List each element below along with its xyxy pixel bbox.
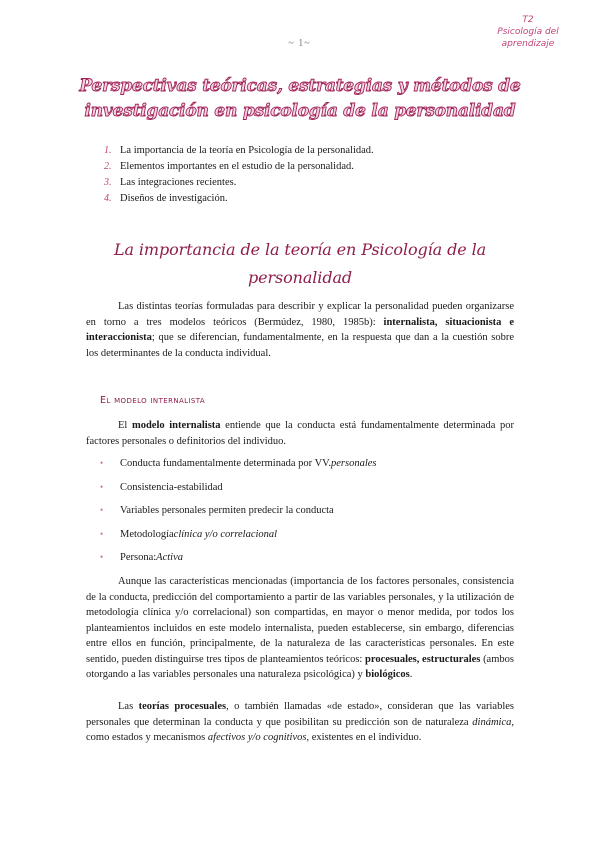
toc-text: Las integraciones recientes. xyxy=(120,177,237,188)
list-item: • Metodología clínica y/o correlacional xyxy=(100,528,278,540)
list-item: • Consistencia-estabilidad xyxy=(100,481,223,493)
models-emphasis: internalista, situacionista e interaccionista xyxy=(86,316,515,343)
theory-types-emphasis: procesuales, estructurales xyxy=(365,653,481,665)
internalist-paragraph: El modelo internalista entiende que la conducta está fundamentalmente determinada por factores personales o definitorios del individuo. xyxy=(86,420,514,447)
section-title-line-1: La importancia de la teoría en Psicología de la xyxy=(113,240,487,259)
bullet-icon: • xyxy=(100,481,104,492)
internalist-term: modelo internalista xyxy=(131,420,221,431)
bullet-icon: • xyxy=(100,458,104,468)
toc-text: La importancia de la teoría en Psicología de la personalidad. xyxy=(120,145,374,156)
toc-number: 3. xyxy=(104,177,112,188)
subject-tag-line-1: Psicología del xyxy=(497,27,559,37)
characteristics-list xyxy=(100,458,377,576)
bullet-icon: • xyxy=(100,505,104,515)
page-number: ~ 1~ xyxy=(288,38,311,49)
section-title-line-2: personalidad xyxy=(247,268,353,287)
procedural-theories-paragraph: Las teorías procesuales, o también llamadas «de estado», consideran que las variables personales que determinan la conducta y que posibilitan su predicción son de naturaleza dinámica, como estados y mecanismos afectivos y/o cognitivos, existentes en el individuo. xyxy=(86,701,514,743)
subheading-internalist-model: El modelo internalista xyxy=(100,395,206,406)
main-title xyxy=(70,74,530,124)
list-item: • Variables personales permiten predecir la conducta xyxy=(100,505,334,516)
list-item: • Persona: Activa xyxy=(100,552,183,563)
main-title-line-2: investigación en psicología de la personalidad xyxy=(84,101,516,121)
main-title-line-1: Perspectivas teóricas, estrategias y métodos de xyxy=(79,76,521,96)
toc-item xyxy=(104,175,374,191)
toc-item xyxy=(104,159,374,175)
toc-item xyxy=(104,191,374,207)
toc-number: 1. xyxy=(104,145,112,156)
subject-tag-line-2: aprendizaje xyxy=(501,39,555,49)
subject-tag-code: T2 xyxy=(522,15,534,25)
intro-paragraph: Las distintas teorías formuladas para describir y explicar la personalidad pueden organizarse en torno a tres modelos teóricos (Bermúdez, 1980, 1985b): internalista, situacionista e interaccionista; que se diferencian, fundamentalmente, en la respuesta que dan a la cuestión sobre los determinantes de la conducta individual. xyxy=(86,301,515,359)
toc-number: 2. xyxy=(104,161,112,172)
table-of-contents xyxy=(104,143,374,207)
list-item: • Conducta fundamentalmente determinada por VV. personales xyxy=(100,458,377,469)
toc-text: Diseños de investigación. xyxy=(120,193,228,204)
toc-text: Elementos importantes en el estudio de la personalidad. xyxy=(120,161,354,172)
procedural-theories-term: teorías procesuales xyxy=(138,701,227,712)
biological-emphasis: biológicos xyxy=(365,669,410,680)
subject-tag xyxy=(483,14,573,50)
toc-number: 4. xyxy=(104,193,112,204)
section-title xyxy=(90,236,510,292)
toc-item xyxy=(104,143,374,159)
bullet-icon: • xyxy=(100,552,104,562)
bullet-icon: • xyxy=(100,528,104,539)
theories-paragraph: Aunque las características mencionadas (importancia de los factores personales, consistencia de la conducta, predicción del comportamiento a partir de las variables personales, y la utilización de metodología clínica y/o correlacional) son compartidas, en mayor o menor medida, por todos los planteamientos incluidos en este modelo internalista, pueden establecerse, sin embargo, diferencias entre ellos en función, principalmente, de la naturaleza de las características personales. En este sentido, pueden distinguirse tres tipos de planteamientos teóricos: procesuales, estructurales (ambos otorgando a las variables personales una naturaleza psicológica) y biológicos. xyxy=(86,576,514,680)
